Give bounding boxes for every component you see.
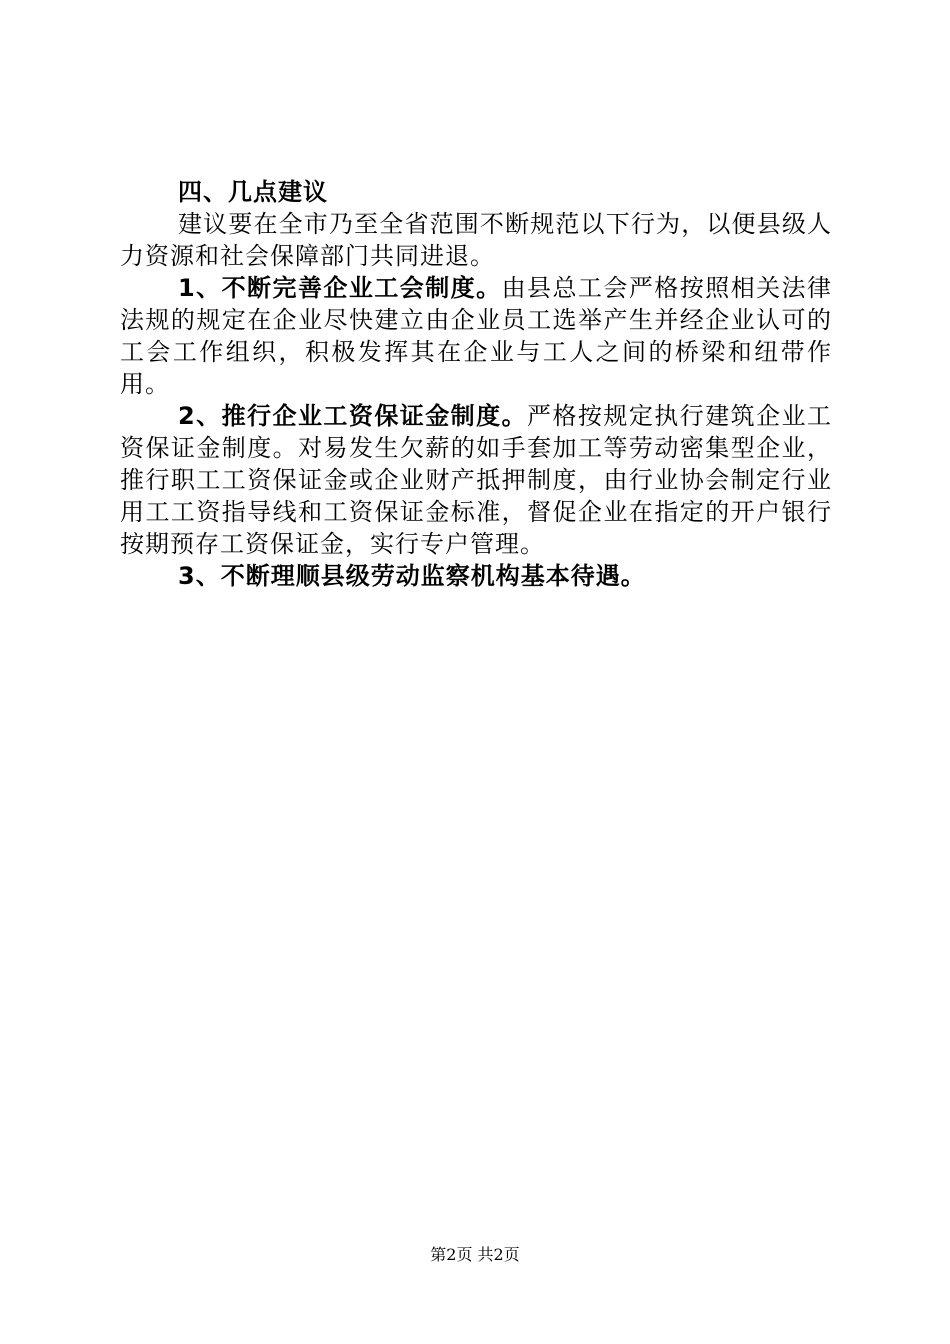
suggestion-item-2-body: 严格按规定执行建筑企业工资保证金制度。对易发生欠薪的如手套加工等劳动密集型企业，推行职工工资保证金或企业财产抵押制度，由行业协会制定行业用工工资指导线和工资保证金标准，督促企业在指定的开户银行按期预存工资保证金，实行专户管理。 xyxy=(120,402,833,558)
page-footer: 第2页 共2页 xyxy=(430,1245,520,1264)
suggestion-item-2 xyxy=(120,400,832,560)
document-body xyxy=(120,176,832,592)
intro-paragraph: 建议要在全市乃至全省范围不断规范以下行为，以便县级人力资源和社会保障部门共同进退。 xyxy=(120,210,832,270)
suggestion-item-1 xyxy=(120,272,832,400)
section-heading: 四、几点建议 xyxy=(178,178,328,206)
suggestion-item-3-lead: 3、不断理顺县级劳动监察机构基本待遇。 xyxy=(178,562,646,590)
suggestion-item-1-body: 由县总工会严格按照相关法律法规的规定在企业尽快建立由企业员工选举产生并经企业认可的工会工作组织，积极发挥其在企业与工人之间的桥梁和纽带作用。 xyxy=(120,274,832,398)
suggestion-item-1-lead: 1、不断完善企业工会制度。 xyxy=(178,274,502,302)
suggestion-item-3 xyxy=(120,560,832,592)
suggestion-item-2-lead: 2、推行企业工资保证金制度。 xyxy=(178,402,528,430)
